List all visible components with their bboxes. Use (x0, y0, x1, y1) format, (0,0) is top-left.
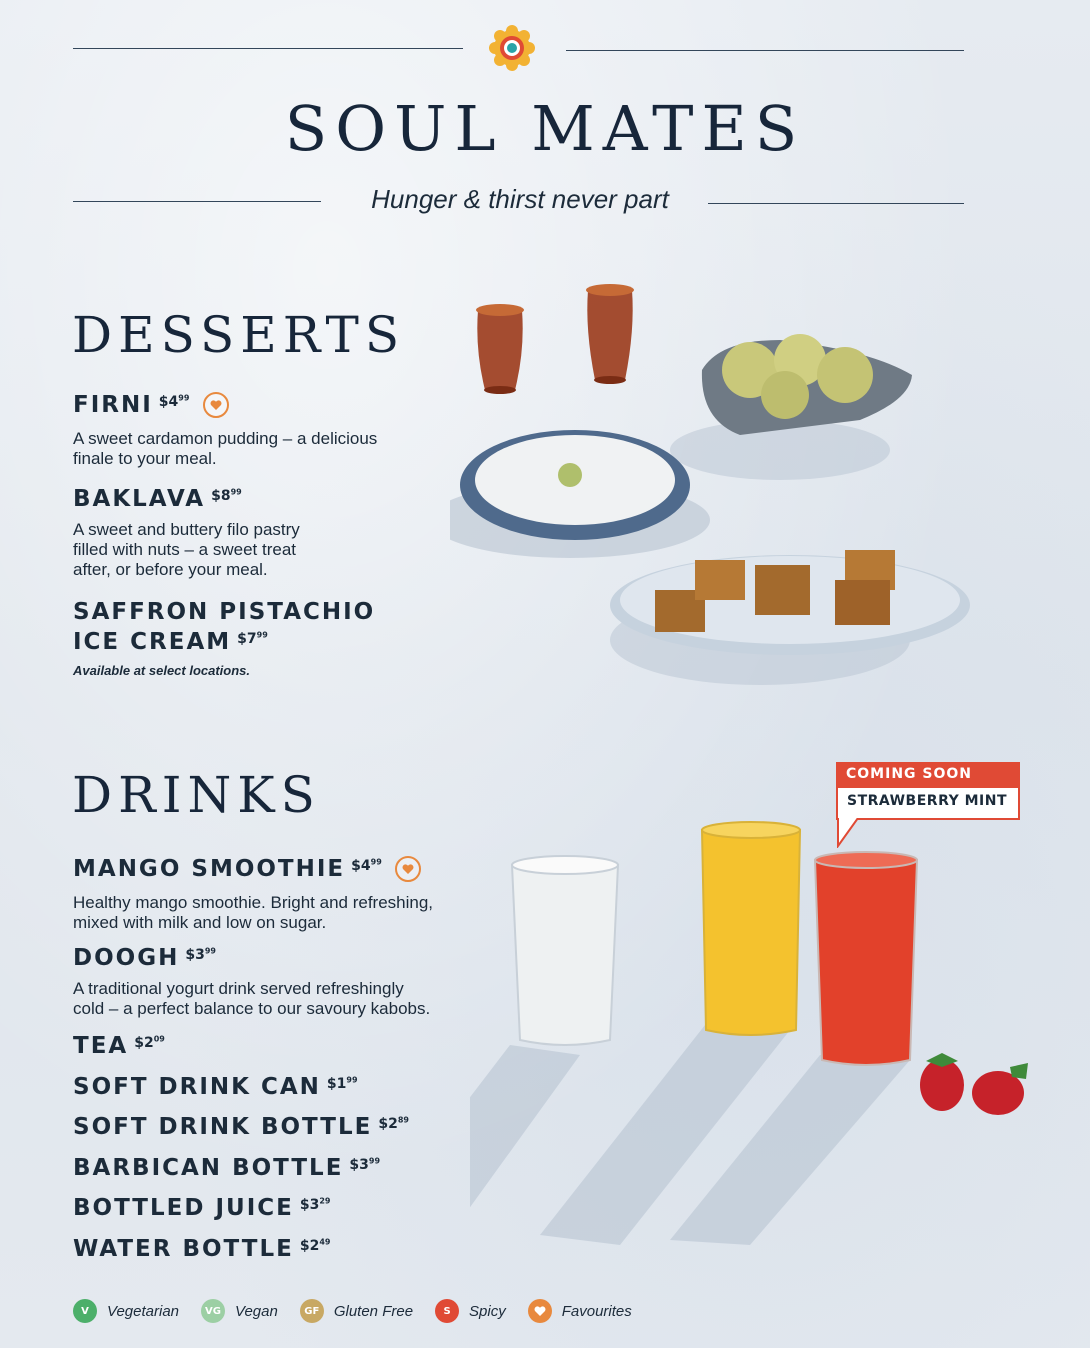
item-price: $\$1^{99}$ (326, 1075, 358, 1092)
strawberry-icon (972, 1063, 1028, 1115)
item-price: $\$3^{99}$ (349, 1156, 381, 1173)
vegan-icon: VG (201, 1299, 225, 1323)
drinks-title: DRINKS (72, 766, 321, 824)
item-description: Healthy mango smoothie. Bright and refreshing, mixed with milk and low on sugar. (73, 892, 434, 932)
emblem-icon (487, 23, 537, 73)
tea-glass-icon (476, 304, 524, 394)
vegetarian-icon: V (73, 1299, 97, 1323)
menu-item-doogh (73, 945, 430, 1019)
drinks-photo (470, 815, 1050, 1245)
tagline: Hunger & thirst never part (371, 184, 669, 214)
legend-label: Gluten Free (333, 1302, 414, 1320)
mango-glass-icon (702, 822, 800, 1035)
menu-item-saffron-pistachio-ice-cream (73, 599, 375, 678)
item-name: SOFT DRINK CAN (73, 1074, 321, 1100)
strawberry-glass-icon (815, 852, 917, 1065)
badge-title: COMING SOON (836, 762, 1020, 788)
menu-item-mango-smoothie (73, 856, 433, 933)
item-name: TEA (73, 1033, 129, 1059)
item-name: DOOGH (73, 945, 180, 971)
item-name: MANGO SMOOTHIE (73, 856, 346, 882)
legend-gluten-free (300, 1299, 413, 1323)
spicy-icon: S (435, 1299, 459, 1323)
legend-label: Vegan (235, 1302, 278, 1320)
item-price: $\$8^{99}$ (211, 487, 242, 504)
page-title: SOUL MATES (284, 92, 806, 165)
item-name: FIRNI (73, 392, 153, 418)
dietary-legend (73, 1299, 654, 1323)
legend-vegetarian (73, 1299, 179, 1323)
badge-pointer-icon (836, 818, 860, 848)
legend-favourites (528, 1299, 632, 1323)
item-price: $\$3^{29}$ (299, 1196, 331, 1213)
menu-item-barbican-bottle (73, 1155, 380, 1181)
legend-vegan (201, 1299, 278, 1323)
item-price: $\$4^{99}$ (158, 393, 190, 410)
legend-label: Favourites (561, 1302, 632, 1320)
item-name: BARBICAN BOTTLE (73, 1155, 344, 1181)
legend-label: Spicy (469, 1302, 506, 1320)
gluten-free-icon: GF (300, 1299, 324, 1323)
favourite-heart-icon (203, 392, 229, 418)
item-description: A traditional yogurt drink served refreshingly cold – a perfect balance to our savoury kabobs. (73, 979, 431, 1018)
desserts-title: DESSERTS (72, 306, 406, 364)
tagline-rule-left (73, 201, 321, 202)
tea-glass-icon (586, 284, 634, 384)
menu-item-soft-drink-can (73, 1074, 358, 1100)
item-name: BAKLAVA (73, 486, 206, 512)
item-name: BOTTLED JUICE (73, 1195, 294, 1221)
item-price: $\$2^{49}$ (299, 1237, 331, 1254)
badge-subtitle: STRAWBERRY MINT (836, 788, 1020, 820)
desserts-photo (450, 270, 970, 700)
menu-item-baklava (73, 486, 300, 580)
tagline-rule-right (708, 203, 964, 204)
menu-item-bottled-juice (73, 1195, 330, 1221)
favourite-heart-icon (395, 856, 421, 882)
item-price: $\$7^{99}$ (237, 630, 268, 647)
item-price: $\$4^{99}$ (351, 857, 382, 874)
item-price: $\$2^{09}$ (134, 1034, 165, 1051)
item-name: SAFFRON PISTACHIO (73, 599, 376, 625)
item-price: $\$2^{89}$ (378, 1115, 409, 1132)
coming-soon-badge (836, 762, 1020, 820)
heart-icon (528, 1299, 552, 1323)
strawberry-icon (920, 1053, 964, 1111)
item-description: A sweet cardamon pudding – a delicious finale to your meal. (73, 428, 378, 468)
menu-item-tea (73, 1033, 165, 1059)
menu-item-soft-drink-bottle (73, 1114, 409, 1140)
item-price: $\$3^{99}$ (185, 946, 216, 963)
doogh-glass-icon (512, 856, 618, 1045)
menu-item-water-bottle (73, 1236, 330, 1262)
item-description: A sweet and buttery filo pastry filled with nuts – a sweet treat after, or before your meal. (73, 520, 300, 579)
header-rule-right (566, 50, 964, 51)
item-name: SOFT DRINK BOTTLE (73, 1114, 373, 1140)
legend-spicy (435, 1299, 506, 1323)
item-note: Available at select locations. (73, 663, 251, 678)
item-name: WATER BOTTLE (73, 1236, 294, 1262)
header-rule-left (73, 48, 463, 49)
legend-label: Vegetarian (107, 1302, 179, 1320)
menu-item-firni (73, 392, 377, 469)
item-name-line-2: ICE CREAM (73, 629, 232, 655)
